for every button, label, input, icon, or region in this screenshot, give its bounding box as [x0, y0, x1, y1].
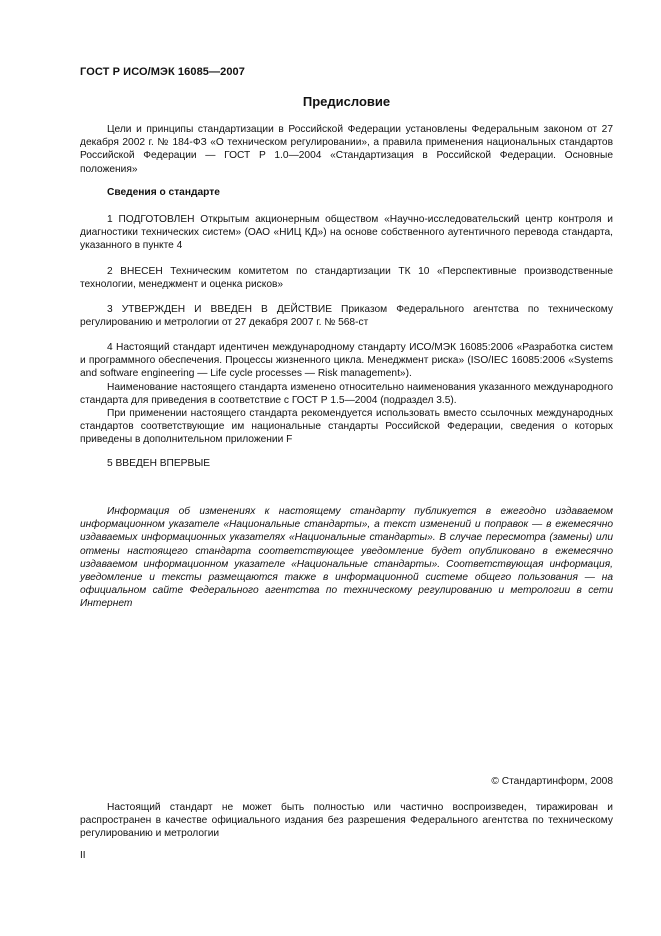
item-5-block [80, 457, 613, 470]
page-number: II [80, 850, 86, 861]
notice-paragraph: Информация об изменениях к настоящему стандарту публикуется в ежегодно издаваемом информационном указателе «Национальные стандарты», а текст изменений и поправок — в ежемесячно издаваемых информационных указателях «Национальные стандарты». В случае пересмотра (замены) или отмены настоящего стандарта соответствующее уведомление будет опубликовано в ежемесячно издаваемом информационном указателе «Национальные стандарты». Соответствующая информация, уведомление и тексты размещаются также в информационной системе общего пользования — на официальном сайте Федерального агентства по техническому регулированию и метрологии в сети Интернет [80, 506, 613, 610]
item-3-paragraph: 3 УТВЕРЖДЕН И ВВЕДЕН В ДЕЙСТВИЕ Приказом Федерального агентства по техническому регулированию и метрологии от 27 декабря 2007 г. № 568-ст [80, 304, 613, 329]
item-4-paragraph-2: Наименование настоящего стандарта изменено относительно наименования указанного международного стандарта для приведения в соответствие с ГОСТ Р 1.5—2004 (подраздел 3.5). [80, 381, 613, 406]
item-1-block [80, 213, 613, 253]
notice-block [80, 505, 613, 611]
page-title: Предисловие [302, 94, 391, 109]
item-2-block [80, 265, 613, 291]
intro-paragraph-block [80, 123, 613, 176]
copyright-line: © Стандартинформ, 2008 [491, 776, 613, 787]
intro-paragraph: Цели и принципы стандартизации в Российской Федерации установлены Федеральным законом от 27 декабря 2002 г. № 184-ФЗ «О техническом регулировании», а правила применения национальных стандартов Российской Федерации — ГОСТ Р 1.0—2004 «Стандартизация в Российской Федерации. Основные положения» [80, 124, 613, 175]
item-4-block [80, 341, 613, 447]
footer-notice-paragraph: Настоящий стандарт не может быть полностью или частично воспроизведен, тиражирован и распространен в качестве официального издания без разрешения Федерального агентства по техническому регулированию и метрологии [80, 802, 613, 840]
item-2-paragraph: 2 ВНЕСЕН Техническим комитетом по стандартизации ТК 10 «Перспективные производственные технологии, менеджмент и оценка рисков» [80, 266, 613, 291]
section-subheading: Сведения о стандарте [107, 187, 220, 198]
document-code-header: ГОСТ Р ИСО/МЭК 16085—2007 [80, 66, 245, 78]
item-1-paragraph: 1 ПОДГОТОВЛЕН Открытым акционерным обществом «Научно-исследовательский центр контроля и диагностики технических систем» (ОАО «НИЦ КД») на основе собственного аутентичного перевода стандарта, указанного в пункте 4 [80, 214, 613, 252]
item-4-paragraph-3: При применении настоящего стандарта рекомендуется использовать вместо ссылочных международных стандартов соответствующие им национальные стандарты Российской Федерации, сведения о которых приведены в дополнительном приложении F [80, 408, 613, 446]
item-3-block [80, 303, 613, 329]
item-5-paragraph: 5 ВВЕДЕН ВПЕРВЫЕ [107, 458, 211, 469]
item-4-paragraph-1: 4 Настоящий стандарт идентичен международному стандарту ИСО/МЭК 16085:2006 «Разработка систем и программного обеспечения. Процессы жизненного цикла. Менеджмент риска» (ISO/IEC 16085:2006 «Systems and software engineering — Life cycle processes — Risk management»). [80, 342, 613, 380]
footer-notice-block [80, 801, 613, 841]
